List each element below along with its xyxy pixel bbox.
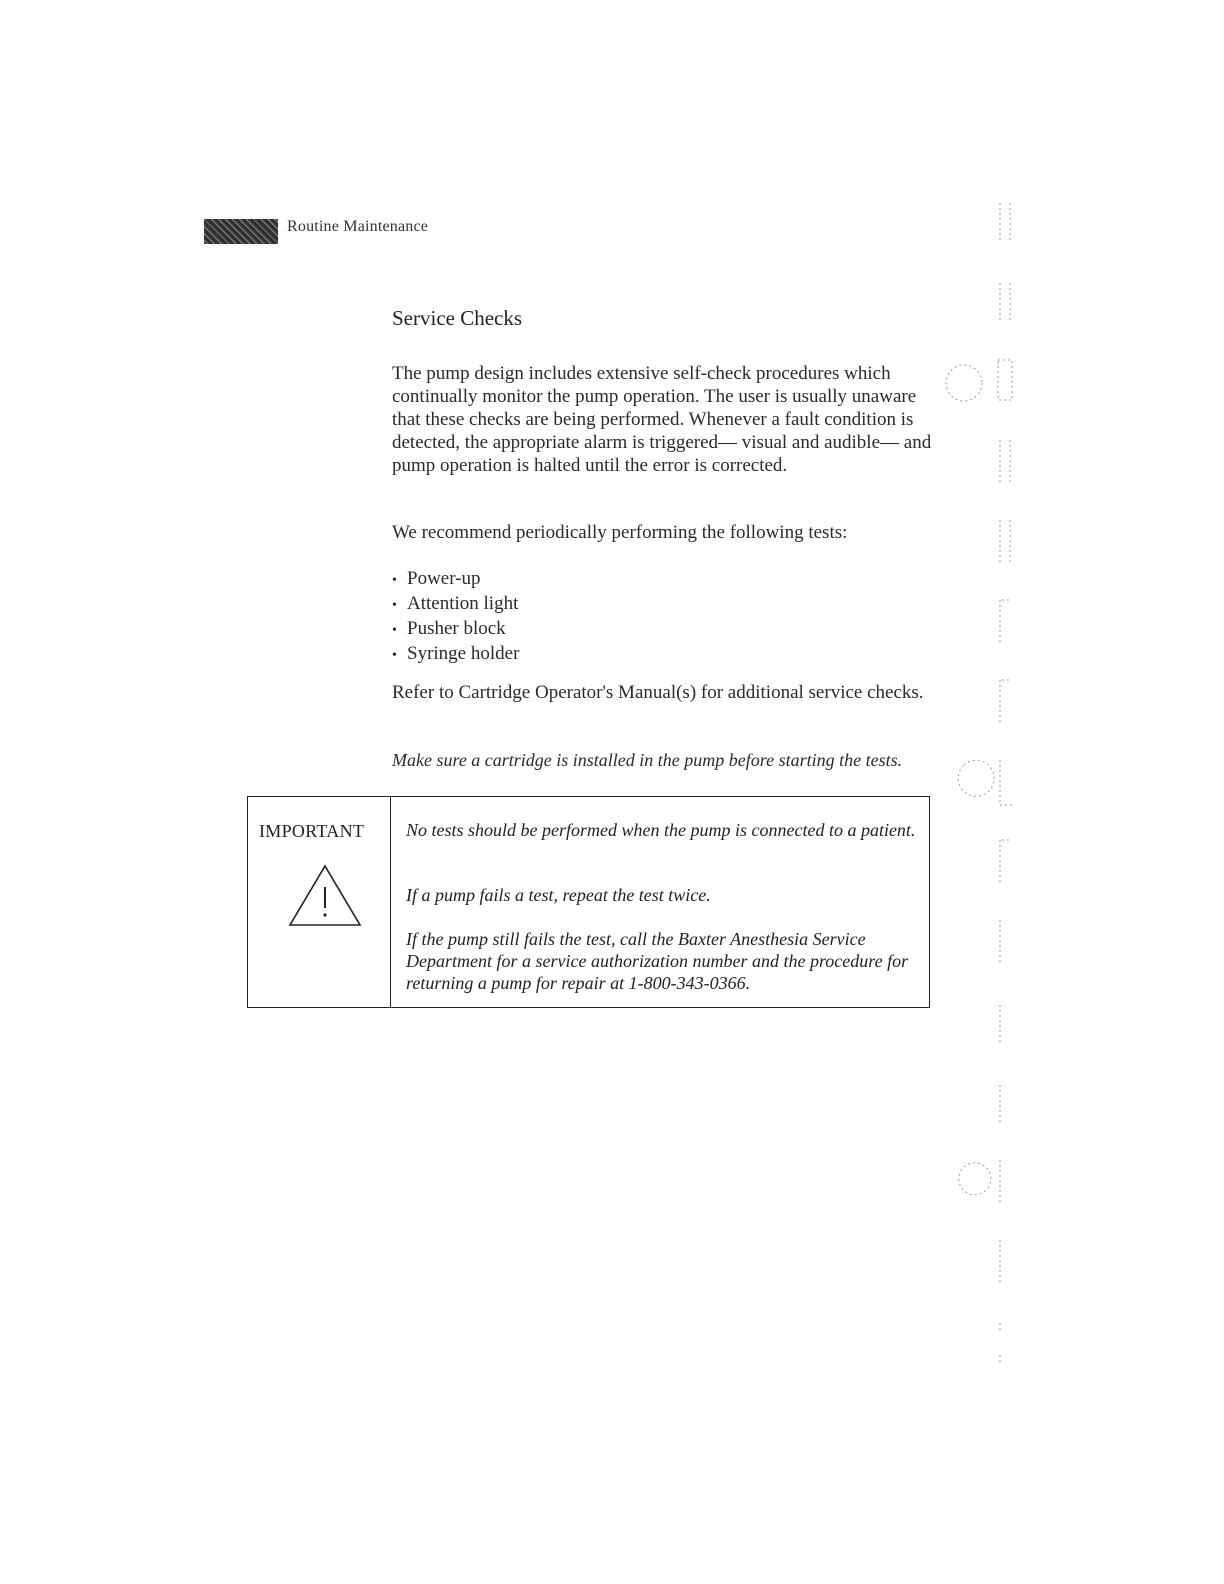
section-tab-marker <box>204 219 278 244</box>
refer-paragraph: Refer to Cartridge Operator's Manual(s) for additional service checks. <box>392 682 924 703</box>
list-item: • Attention light <box>392 592 519 617</box>
cartridge-note: Make sure a cartridge is installed in the pump before starting the tests. <box>392 750 903 770</box>
intro-paragraph: The pump design includes extensive self-check procedures which continually monitor the pump operation. The user is usually unaware that these checks are being performed. Whenever a fault condition is detected, the appropriate alarm is triggered— visual and audible— and pump operation is halted until the error is corrected. <box>392 363 932 476</box>
important-text-1: No tests should be performed when the pump is connected to a patient. <box>406 820 916 840</box>
running-header: Routine Maintenance <box>287 218 429 235</box>
list-item: • Syringe holder <box>392 642 519 667</box>
box-divider <box>390 797 391 1007</box>
important-text-2: If a pump fails a test, repeat the test twice. <box>406 885 711 905</box>
list-item: • Pusher block <box>392 617 519 642</box>
recommend-paragraph: We recommend periodically performing the following tests: <box>392 522 848 543</box>
important-text-3: If the pump still fails the test, call the Baxter Anesthesia Service Department for a service authorization number and the procedure for returning a pump for repair at 1-800-343-0366. <box>406 929 909 993</box>
important-label: IMPORTANT <box>259 821 365 841</box>
warning-triangle-icon <box>286 862 364 930</box>
binding-hole-marks <box>940 195 1030 1375</box>
important-notice-box <box>247 796 930 1008</box>
list-item: • Power-up <box>392 567 519 592</box>
page-title: Service Checks <box>392 306 523 330</box>
test-list <box>392 567 519 667</box>
